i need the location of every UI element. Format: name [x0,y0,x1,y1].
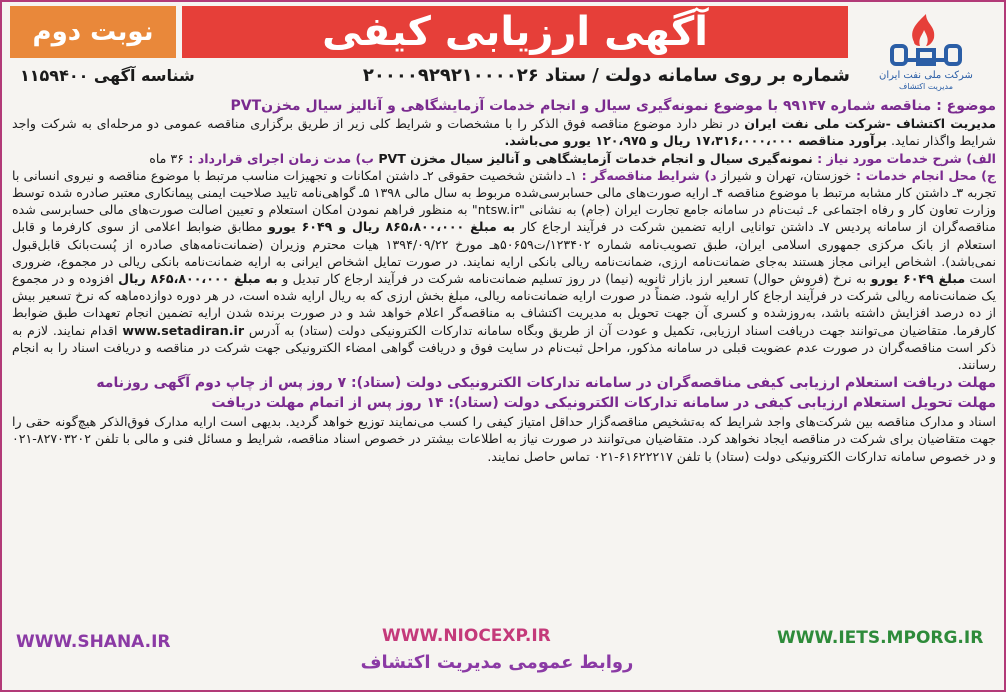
nioc-logo [856,8,996,92]
services-paragraph [12,150,996,167]
register-text: اقدام نمایند. لازم به ذکر است مناقصه‌گران در صورت عدم عضویت قبلی در سامانه مذکور، مراحل ثبت‌نام در سایت فوق و دریافت گواهی امضاء الکترونیکی جهت شرکت در مناقصه و دریافت اسناد را به انجام رسانند. [12,322,996,373]
guarantee-text: مطابق ضوابط اعلامی از سوی کارفرما و قابل استعلام از بانک مرکزی جمهوری اسلامی ایران، طبق تصویب‌نامه شماره ۱۲۳۴۰۲/ت۵۰۶۵۹هـ مورخ ۱۳۹۴/۰۹/۲۲ هیات محترم وزیران (ضمانت‌نامه‌های صادره از پُست‌بانک قابل‌قبول نمی‌باشد). اشخاص ایرانی مجاز هستند به‌جای ضمانت‌نامه ارزی، ضمانت‌نامه ریالی بانکی ارایه نمایند. در صورت تمایل اشخاص ایرانی به ارایه ضمانت‌نامه بانکی ریالی در مجموع، ضروری است [12,219,996,287]
conditions-text: ۱ـ داشتن شخصیت حقوقی ۲ـ داشتن امکانات و تجهیزات مناسب مرتبط با موضوع مناقصه و نیروی انسانی با تجربه ۳ـ داشتن کار مشابه مرتبط با موضوع مناقصه ۴ـ ارایه صورت‌های مالی حسابرسی‌شده مربوط به سال مالی ۱۳۹۸ ۵ـ گواهی‌نامه تایید صلاحیت ایمنی پیمانکاری معتبر صادره شده توسط وزارت تعاون کار و رفاه اجتماعی ۶ـ ثبت‌نام در سامانه جامع تجارت ایران (جام) به نشانی "ntsw.ir" به منظور فراهم نمودن امکان استعلام و تعیین اصالت صورت‌های مالی حسابرسی شده مناقصه‌گران از سامانه پردیس ۷ـ داشتن توانایی ارایه تضمین شرکت در فرآیند ارجاع کار [12,167,996,235]
rest-text: افزوده و در مجموع یک ضمانت‌نامه ریالی شرکت در فرآیند ارجاع کار ارایه شود. ضمناً در صورت ارایه ضمانت‌نامه ریالی، مبلغ بخش ارزی که به ریال ارایه شده است، در هر دوره دوازده‌ماهه که نرخ تسعیر بیش از ده درصد افزایش داشته باشد، به‌روزشده و کسری آن جهت تحویل به مدیریت اکتشاف به مناقصه‌گر اعلام خواهد شد و در صورت برنده شدن ارایه تضمین انجام تعهدات طبق ضوابط کارفرما. متقاضیان می‌توانند جهت دریافت اسناد ارزیابی، تکمیل و عودت آن از طریق وبگاه سامانه تدارکات الکترونیکی دولت (ستاد) به آدرس [12,271,996,338]
system-number: شماره بر روی سامانه دولت / ستاد ۲۰۰۰۰۹۲۹۲۱۰۰۰۰۲۶ [362,65,850,86]
guarantee-amount: به مبلغ ۸۶۵،۸۰۰،۰۰۰ ریال و ۶۰۴۹ یورو [267,219,516,235]
system-number-line [10,62,850,90]
logo-org-name: شرکت ملی نفت ایران [879,70,973,81]
location-text: خوزستان، تهران و شیراز [716,167,852,183]
conditions-paragraph [12,167,996,373]
ad-id: شناسه آگهی ۱۱۵۹۴۰۰ [20,66,195,85]
flame-logo-icon [856,8,996,70]
rial-amount: به مبلغ ۸۶۵،۸۰۰،۰۰۰ ریال [118,271,278,287]
round-badge: نوبت دوم [10,6,176,58]
subject-line: موضوع : مناقصه شماره ۹۹۱۴۷ با موضوع نمونه‌گیری سیال و انجام خدمات آزمایشگاهی و آنالیز سیال مخزنPVT [230,98,996,114]
intro-text: در نظر دارد موضوع مناقصه فوق الذکر را با مشخصات و شرایط کلی زیر از طریق برگزاری مناقصه عمومی دو مرحله‌ای به شرکت واجد شرایط واگذار نماید. [12,116,996,149]
rate-text: به نرخ (فروش حوال) تسعیر ارز بازار ثانویه (نیما) در روز تسلیم ضمانت‌نامه شرکت در فرآیند ارجاع کار تبدیل و [277,271,871,287]
footer [2,622,1004,692]
location-label: ج) محل انجام خدمات : [851,167,996,183]
services-label: الف) شرح خدمات مورد نیاز : [812,150,996,166]
conditions-label: د) شرایط مناقصه‌گر : [577,167,717,183]
deadline-submit: مهلت تحویل استعلام ارزیابی کیفی در سامانه تدارکات الکترونیکی دولت (ستاد): ۱۴ روز پس از اتمام مهلت دریافت [211,395,996,412]
iets-link[interactable]: WWW.IETS.MPORG.IR [777,628,984,648]
euro-amount: مبلغ ۶۰۴۹ یورو [870,271,966,287]
header [2,2,1004,94]
intro-lead: مدیریت اکتشاف -شرکت ملی نفت ایران [744,116,996,132]
deadline-receive: مهلت دریافت استعلام ارزیابی کیفی مناقصه‌گران در سامانه تدارکات الکترونیکی دولت (ستاد): ۷ روز پس از چاپ دوم آگهی روزنامه [96,375,996,392]
services-text: نمونه‌گیری سیال و انجام خدمات آزمایشگاهی و آنالیز سیال مخزن PVT [378,150,813,166]
website-link[interactable]: www.setadiran.ir [122,322,245,338]
duration-label: ب) مدت زمان اجرای قرارداد : [183,150,379,166]
duration-value: ۳۶ ماه [149,150,184,166]
niocexp-link[interactable]: WWW.NIOCEXP.IR [382,626,551,646]
ad-body [12,98,996,465]
estimate-text: برآورد مناقصه ۱۷،۳۱۶،۰۰۰،۰۰۰ ریال و ۱۲۰،۹۷۵ یورو می‌باشد. [504,133,888,149]
closing-paragraph: اسناد و مدارک مناقصه بین شرکت‌های واجد شرایط که به‌تشخیص مناقصه‌گزار حداقل امتیاز کیفی را کسب می‌نمایند توزیع خواهد گردید. بدیهی است ارایه مدارک فوق‌الذکر هیچ‌گونه حقی را جهت متقاضیان برای شرکت در مناقصه ایجاد نخواهد کرد. متقاضیان می‌توانند در صورت نیاز به اطلاعات بیشتر در خصوص اسناد مناقصه، شرایط و مسائل فنی و مالی با تلفن ۸۲۷۰۳۲۰۲-۰۲۱ و در خصوص سامانه تدارکات الکترونیکی دولت (ستاد) با تلفن ۶۱۶۲۲۲۱۷-۰۲۱ تماس حاصل نمایند. [12,414,996,464]
title-bar [182,6,848,58]
logo-dept-name: مدیریت اکتشاف [898,82,954,91]
shana-link[interactable]: WWW.SHANA.IR [16,632,171,652]
intro-paragraph [12,115,996,149]
page-title: آگهی ارزیابی کیفی [322,9,708,55]
public-relations: روابط عمومی مدیریت اکتشاف [360,652,634,673]
